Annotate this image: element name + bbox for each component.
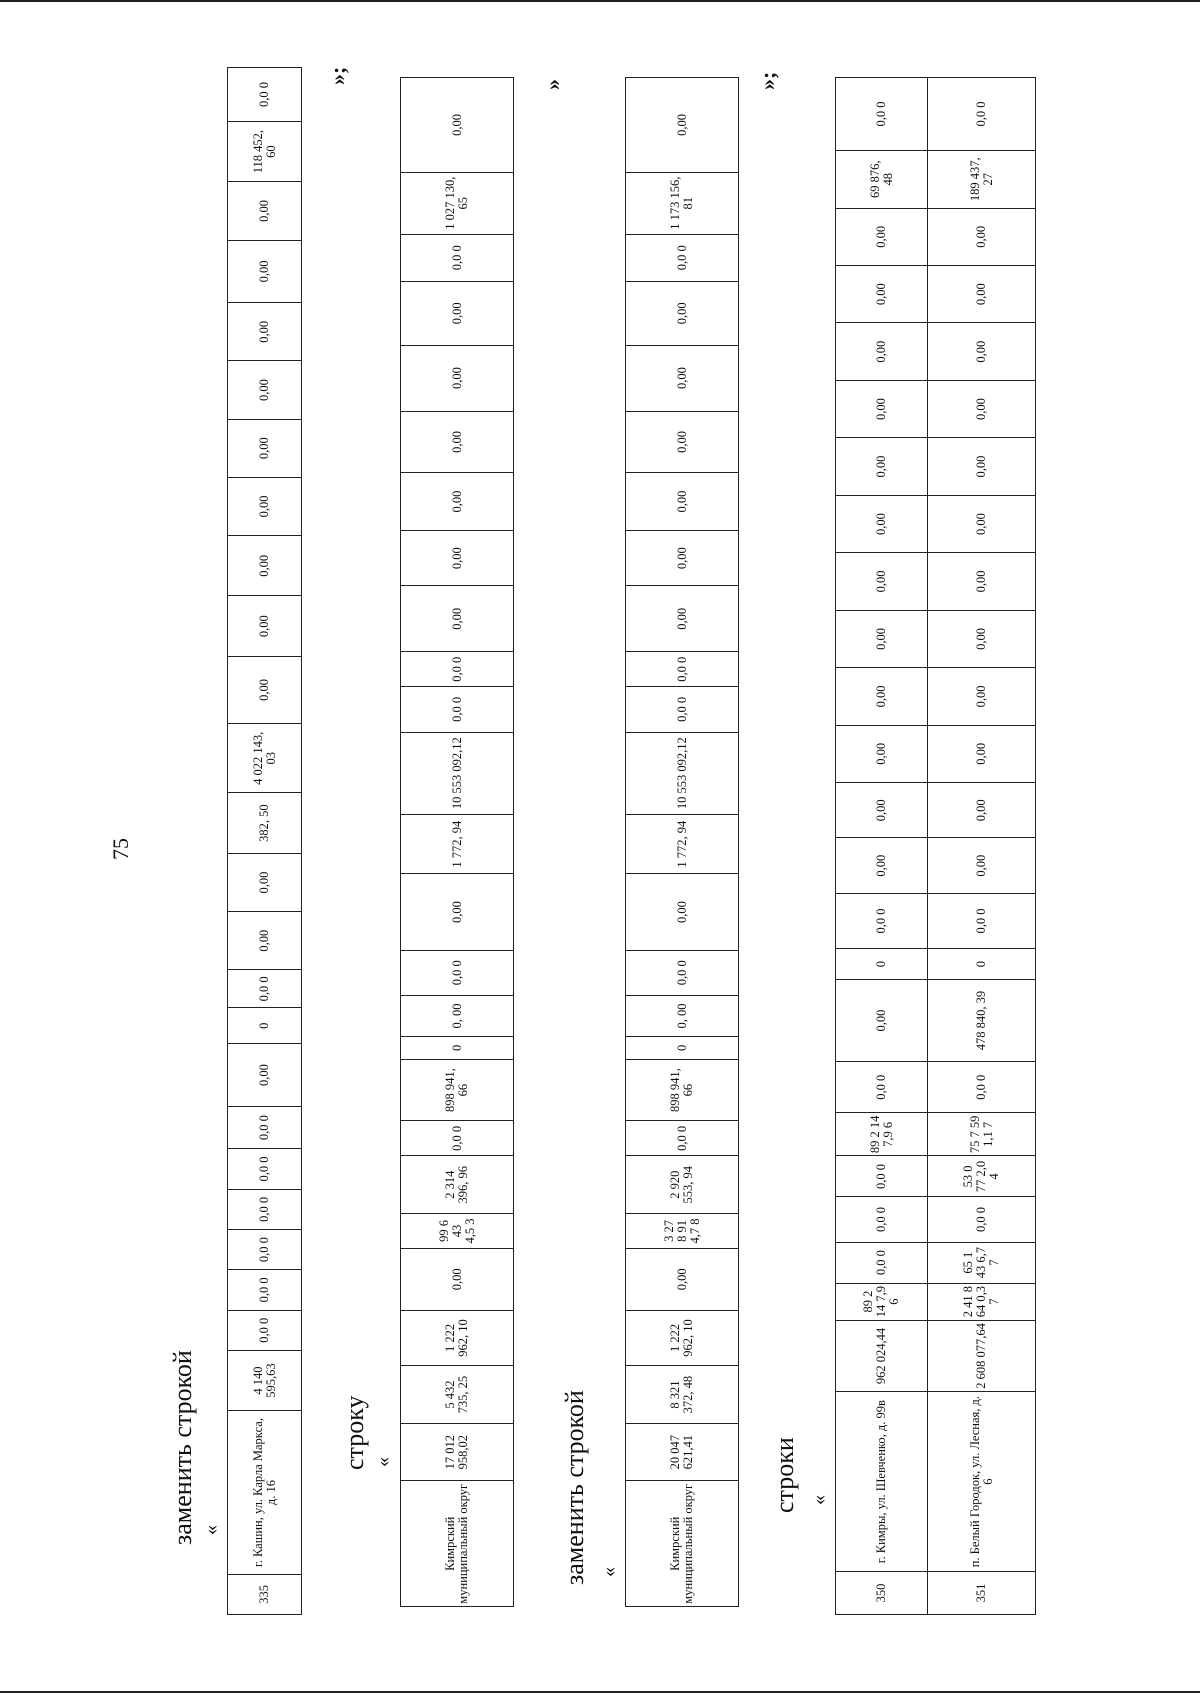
cell: 0,0 0 bbox=[401, 950, 514, 995]
cell: 0 bbox=[928, 949, 1036, 980]
cell: 4 022 143, 03 bbox=[228, 724, 302, 793]
cell: 0,00 bbox=[626, 1248, 739, 1310]
cell: 0,00 bbox=[928, 208, 1036, 265]
cell: 1 173 156, 81 bbox=[626, 172, 739, 234]
cell: 0,00 bbox=[401, 411, 514, 473]
cell: 0,00 bbox=[626, 411, 739, 473]
cell: 0,0 0 bbox=[401, 234, 514, 281]
cell: 0,00 bbox=[928, 838, 1036, 893]
cell: 2 920 553, 94 bbox=[626, 1156, 739, 1214]
cell-district: Кимрский муниципальный округ bbox=[401, 1481, 514, 1607]
cell: 0,00 bbox=[836, 838, 928, 893]
cell: 0,00 bbox=[228, 477, 302, 535]
cell: 0,00 bbox=[401, 281, 514, 345]
cell: 0,00 bbox=[836, 979, 928, 1061]
cell: 10 553 092,12 bbox=[401, 732, 514, 814]
cell: 898 941, 66 bbox=[401, 1059, 514, 1121]
cell: 0,0 0 bbox=[401, 687, 514, 732]
cell: 0,00 bbox=[401, 345, 514, 411]
cell: 0,0 0 bbox=[836, 1062, 928, 1113]
cell: 0,00 bbox=[836, 668, 928, 725]
cell: 0,00 bbox=[626, 78, 739, 173]
cell: 5 432 735, 25 bbox=[401, 1366, 514, 1424]
cell: 0,0 0 bbox=[228, 1106, 302, 1149]
cell: 0,0 0 bbox=[626, 687, 739, 732]
cell: 0,00 bbox=[228, 536, 302, 596]
cell: 75 7 59 1,1 7 bbox=[928, 1113, 1036, 1156]
cell: 0,00 bbox=[626, 586, 739, 652]
table-row bbox=[228, 68, 302, 1615]
cell-address: г. Кашин, ул. Карла Маркса, д. 16 bbox=[228, 1411, 302, 1574]
cell: 0,0 0 bbox=[626, 1121, 739, 1156]
table-row bbox=[928, 78, 1036, 1615]
cell: 0,0 0 bbox=[836, 78, 928, 151]
cell-address: п. Белый Городок, ул. Лесная, д. 6 bbox=[928, 1392, 1036, 1572]
table-row bbox=[626, 78, 739, 1607]
cell: 0,00 bbox=[626, 345, 739, 411]
cell: 1 772, 94 bbox=[401, 814, 514, 874]
open-quote: « bbox=[200, 1525, 222, 1535]
close-quote: »; bbox=[755, 71, 780, 90]
cell: 0,00 bbox=[228, 1044, 302, 1107]
cell: 0,00 bbox=[228, 361, 302, 419]
section-heading: заменить строкой bbox=[560, 1390, 589, 1585]
cell: 0,0 0 bbox=[228, 1310, 302, 1350]
cell: 99 6 43 4,5 3 bbox=[401, 1214, 514, 1249]
cell: 0,00 bbox=[626, 281, 739, 345]
cell: 3 27 8 91 4,7 8 bbox=[626, 1214, 739, 1249]
cell: 0,00 bbox=[928, 553, 1036, 610]
table-row bbox=[401, 78, 514, 1607]
close-quote: » bbox=[540, 79, 565, 90]
cell: 382, 50 bbox=[228, 793, 302, 853]
cell: 0, 00 bbox=[401, 995, 514, 1036]
cell: 0,0 0 bbox=[228, 970, 302, 1008]
cell: 0,00 bbox=[228, 853, 302, 911]
cell: 0,0 0 bbox=[928, 1197, 1036, 1242]
section-heading: строку bbox=[340, 1395, 369, 1470]
cell: 69 876, 48 bbox=[836, 151, 928, 208]
cell: 0,00 bbox=[401, 586, 514, 652]
cell: 0 bbox=[228, 1008, 302, 1044]
cell: 17 012 958,02 bbox=[401, 1423, 514, 1481]
section-heading: заменить строкой bbox=[168, 1350, 197, 1545]
page-edge-rule-left bbox=[0, 1691, 1200, 1693]
cell: 20 047 621,41 bbox=[626, 1423, 739, 1481]
cell: 0,00 bbox=[928, 380, 1036, 437]
table-row bbox=[836, 78, 928, 1615]
cell: 478 840, 39 bbox=[928, 979, 1036, 1061]
cell: 1 222 962, 10 bbox=[401, 1310, 514, 1366]
open-quote: « bbox=[372, 1457, 394, 1467]
cell: 0,00 bbox=[836, 553, 928, 610]
cell: 0,0 0 bbox=[836, 893, 928, 948]
cell: 0,0 0 bbox=[228, 1229, 302, 1269]
open-quote: « bbox=[598, 1567, 620, 1577]
section-heading: строки bbox=[770, 1437, 799, 1513]
cell: 0,0 0 bbox=[836, 1156, 928, 1197]
cell: 0,00 bbox=[928, 438, 1036, 495]
cell: 0,0 0 bbox=[401, 652, 514, 687]
cell: 350 bbox=[836, 1571, 928, 1614]
cell: 0,0 0 bbox=[228, 68, 302, 122]
cell: 8 321 372, 48 bbox=[626, 1366, 739, 1424]
cell-district: Кимрский муниципальный округ bbox=[626, 1481, 739, 1607]
cell: 0,00 bbox=[836, 380, 928, 437]
data-table bbox=[227, 67, 302, 1615]
cell: 0,00 bbox=[228, 182, 302, 240]
data-table bbox=[625, 77, 739, 1607]
cell: 1 027 130, 65 bbox=[401, 172, 514, 234]
cell: 0,00 bbox=[836, 610, 928, 667]
page-number: 75 bbox=[108, 838, 133, 860]
cell: 0,00 bbox=[626, 473, 739, 531]
cell: 0,00 bbox=[401, 874, 514, 950]
cell: 2 314 396, 96 bbox=[401, 1156, 514, 1214]
cell: 0,00 bbox=[401, 530, 514, 586]
cell: 118 452, 60 bbox=[228, 121, 302, 181]
cell: 962 024,44 bbox=[836, 1320, 928, 1392]
cell: 0,00 bbox=[928, 668, 1036, 725]
cell: 351 bbox=[928, 1571, 1036, 1614]
cell: 0,00 bbox=[836, 208, 928, 265]
cell: 1 772, 94 bbox=[626, 814, 739, 874]
cell: 0,0 0 bbox=[228, 1189, 302, 1229]
cell: 0,0 0 bbox=[928, 1062, 1036, 1113]
cell: 0,00 bbox=[626, 874, 739, 950]
cell: 0,00 bbox=[928, 725, 1036, 782]
cell: 2 41 8 64 0,3 7 bbox=[928, 1283, 1036, 1320]
cell: 0,00 bbox=[228, 240, 302, 303]
close-quote: »; bbox=[325, 66, 350, 85]
cell: 0,0 0 bbox=[836, 1242, 928, 1283]
cell: 0,00 bbox=[928, 783, 1036, 838]
cell: 0,00 bbox=[836, 495, 928, 552]
cell: 0,0 0 bbox=[928, 893, 1036, 948]
cell: 0 bbox=[836, 949, 928, 980]
cell: 0,00 bbox=[836, 323, 928, 380]
cell: 0,00 bbox=[928, 495, 1036, 552]
cell: 0,00 bbox=[228, 656, 302, 723]
data-table bbox=[835, 77, 1036, 1615]
page-edge-rule-right bbox=[0, 0, 1200, 2]
cell: 0,0 0 bbox=[401, 1121, 514, 1156]
cell: 0,00 bbox=[836, 438, 928, 495]
cell: 0,00 bbox=[626, 530, 739, 586]
cell: 0,0 0 bbox=[626, 652, 739, 687]
cell: 0,00 bbox=[228, 419, 302, 477]
cell: 89 2 14 7,9 6 bbox=[836, 1113, 928, 1156]
cell: 0,0 0 bbox=[836, 1197, 928, 1242]
cell: 10 553 092,12 bbox=[626, 732, 739, 814]
cell: 0,0 0 bbox=[228, 1270, 302, 1310]
cell: 0,00 bbox=[228, 912, 302, 970]
cell: 53 0 77 2,0 4 bbox=[928, 1156, 1036, 1197]
cell: 0,0 0 bbox=[228, 1149, 302, 1189]
cell: 0,00 bbox=[836, 265, 928, 322]
open-quote: « bbox=[808, 1495, 830, 1505]
cell: 0,00 bbox=[401, 78, 514, 173]
cell: 0 bbox=[401, 1037, 514, 1060]
cell-address: г. Кимры, ул. Шевченко, д. 99в bbox=[836, 1392, 928, 1572]
cell: 0,00 bbox=[928, 265, 1036, 322]
cell: 898 941, 66 bbox=[626, 1059, 739, 1121]
data-table bbox=[400, 77, 514, 1607]
cell: 0,00 bbox=[228, 303, 302, 361]
cell: 0,00 bbox=[401, 1248, 514, 1310]
cell: 0,00 bbox=[836, 783, 928, 838]
cell: 0,00 bbox=[836, 725, 928, 782]
cell: 0 bbox=[626, 1037, 739, 1060]
cell: 0,00 bbox=[401, 473, 514, 531]
cell: 65 1 43 6,7 7 bbox=[928, 1242, 1036, 1283]
cell: 335 bbox=[228, 1574, 302, 1614]
cell: 0,0 0 bbox=[626, 234, 739, 281]
cell: 2 608 077,64 bbox=[928, 1320, 1036, 1392]
cell: 0,0 0 bbox=[928, 78, 1036, 151]
cell: 0,00 bbox=[228, 596, 302, 656]
cell: 0,00 bbox=[928, 323, 1036, 380]
cell: 4 140 595,63 bbox=[228, 1350, 302, 1410]
cell: 89 2 14 7,9 6 bbox=[836, 1283, 928, 1320]
cell: 0, 00 bbox=[626, 995, 739, 1036]
cell: 1 222 962, 10 bbox=[626, 1310, 739, 1366]
cell: 0,0 0 bbox=[626, 950, 739, 995]
cell: 189 437, 27 bbox=[928, 151, 1036, 208]
cell: 0,00 bbox=[928, 610, 1036, 667]
